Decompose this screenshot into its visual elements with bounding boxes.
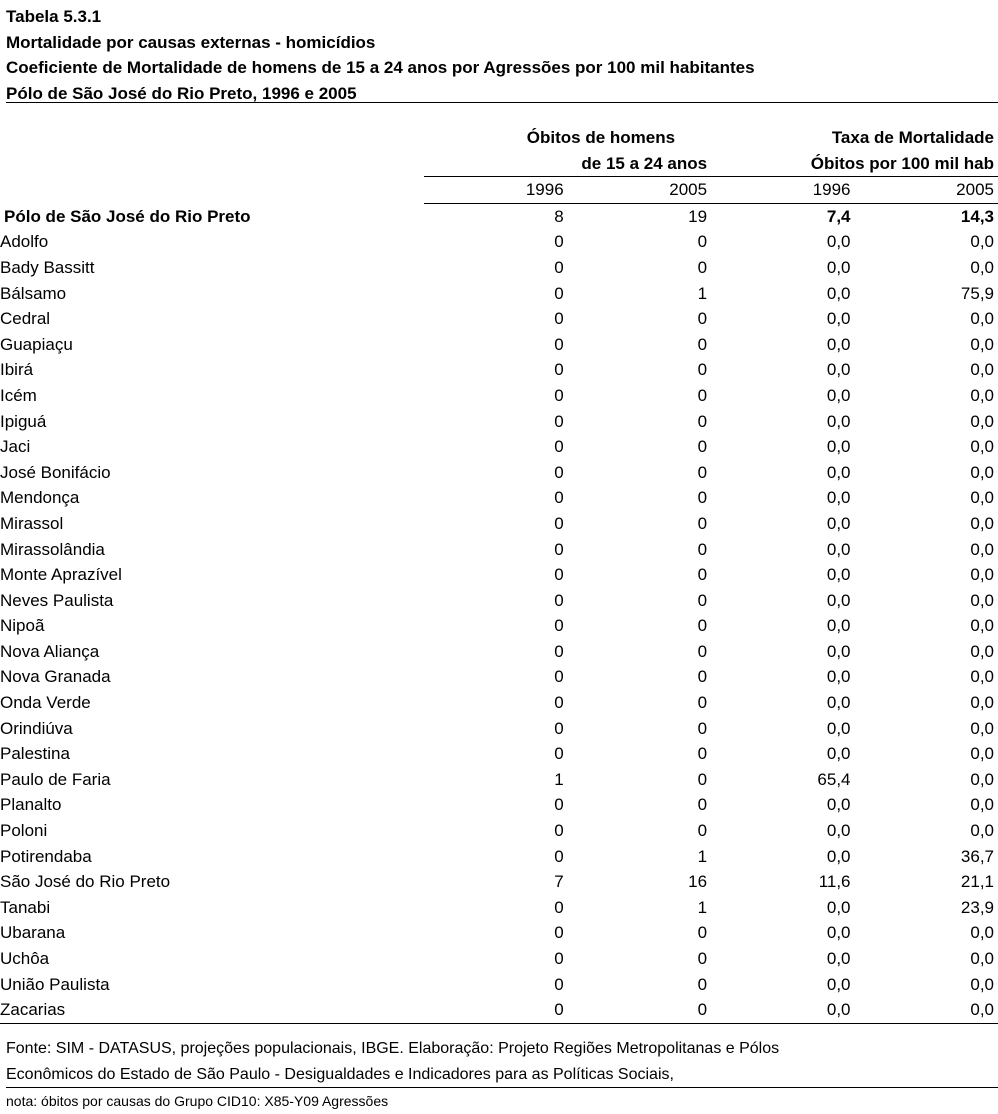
cell-obitos-1996: 0 [554,795,564,815]
cell-taxa-1996: 0,0 [826,437,851,457]
cell-taxa-2005: 23,9 [960,897,994,917]
cell-taxa-2005: 0,0 [970,309,994,329]
cell-taxa-1996: 0,0 [826,846,851,866]
table-row [0,613,998,639]
cell-taxa-2005: 0,0 [970,718,994,738]
cell-taxa-2005: 0,0 [970,923,994,943]
cell-taxa-2005: 0,0 [970,795,994,815]
cell-obitos-2005: 0 [697,488,708,508]
cell-taxa-1996: 0,0 [826,309,851,329]
cell-obitos-2005: 0 [697,821,708,841]
row-name: Onda Verde [0,693,91,713]
row-name: Tanabi [0,897,51,917]
cell-obitos-1996: 0 [554,283,564,303]
row-name: Neves Paulista [0,590,114,610]
table-row [0,511,998,537]
table-row [0,255,998,281]
footnote: nota: óbitos por causas do Grupo CID10: X85-Y09 Agressões [6,1093,389,1109]
cell-obitos-2005: 0 [697,334,708,354]
cell-obitos-1996: 0 [554,257,564,277]
year-obitos-2005: 2005 [568,177,711,204]
table-row [0,920,998,946]
cell-obitos-1996: 8 [554,206,564,226]
table-row [0,639,998,665]
cell-obitos-1996: 0 [424,997,567,1023]
cell-taxa-1996: 0,0 [826,590,851,610]
table-row [0,562,998,588]
table-region: Pólo de São José do Rio Preto, 1996 e 2005 [6,77,998,104]
row-name: Bálsamo [0,283,67,303]
cell-obitos-2005: 1 [697,283,708,303]
row-name: Ibirá [0,360,34,380]
cell-taxa-2005: 0,0 [970,360,994,380]
row-name: Pólo de São José do Rio Preto [4,206,251,226]
table-row [0,997,998,1023]
cell-obitos-2005: 0 [697,565,708,585]
cell-obitos-1996: 0 [554,411,564,431]
cell-taxa-2005: 0,0 [970,821,994,841]
cell-taxa-2005: 0,0 [970,769,994,789]
row-name: Guapiaçu [0,334,73,354]
cell-obitos-1996: 0 [554,334,564,354]
table-row [0,588,998,614]
row-name: Nova Aliança [0,641,100,661]
cell-obitos-1996: 0 [554,693,564,713]
table-row [0,767,998,793]
cell-taxa-2005: 0,0 [970,974,994,994]
cell-taxa-1996: 0,0 [826,974,851,994]
cell-taxa-1996: 0,0 [826,462,851,482]
cell-taxa-1996: 0,0 [826,565,851,585]
row-name: Cedral [0,309,51,329]
cell-taxa-2005: 36,7 [960,846,994,866]
cell-taxa-2005: 0,0 [970,437,994,457]
row-name: Icém [0,385,37,405]
cell-obitos-1996: 1 [554,769,564,789]
year-taxa-2005: 2005 [855,177,998,204]
table-row [0,485,998,511]
table-row [0,895,998,921]
cell-taxa-1996: 0,0 [826,795,851,815]
row-name: União Paulista [0,974,110,994]
cell-obitos-2005: 0 [697,769,708,789]
cell-taxa-2005: 0,0 [855,997,998,1023]
cell-obitos-2005: 0 [697,437,708,457]
cell-taxa-2005: 0,0 [970,334,994,354]
cell-taxa-2005: 0,0 [970,744,994,764]
cell-obitos-2005: 16 [688,872,708,892]
table-row [0,664,998,690]
table-row [0,869,998,895]
table-row [0,741,998,767]
cell-obitos-1996: 7 [554,872,564,892]
cell-taxa-1996: 0,0 [826,667,851,687]
row-name: Ubarana [0,923,66,943]
table-row [0,972,998,998]
cell-obitos-1996: 0 [554,309,564,329]
cell-obitos-1996: 0 [554,821,564,841]
row-name: Nipoã [0,616,45,636]
cell-obitos-1996: 0 [554,590,564,610]
table-row [0,690,998,716]
cell-obitos-1996: 0 [554,565,564,585]
row-name: Bady Bassitt [0,257,95,277]
cell-taxa-2005: 0,0 [970,539,994,559]
cell-obitos-1996: 0 [554,667,564,687]
cell-obitos-1996: 0 [554,616,564,636]
cell-taxa-2005: 0,0 [970,616,994,636]
table-row [0,332,998,358]
row-name: Adolfo [0,232,49,252]
source-line-2: Econômicos do Estado de São Paulo - Desigualdades e Indicadores para as Políticas Sociais, [6,1062,998,1089]
header-years-row [0,177,998,204]
cell-obitos-2005: 0 [697,232,708,252]
cell-taxa-2005: 0,0 [970,949,994,968]
cell-taxa-2005: 21,1 [960,872,994,892]
cell-taxa-2005: 0,0 [970,693,994,713]
cell-obitos-2005: 0 [697,974,708,994]
table-row [0,537,998,563]
cell-taxa-2005: 75,9 [960,283,994,303]
cell-obitos-1996: 0 [554,846,564,866]
cell-obitos-1996: 0 [554,513,564,533]
table-row [0,306,998,332]
row-name: Uchôa [0,949,50,968]
cell-obitos-1996: 0 [554,488,564,508]
header-taxa-line2: Óbitos por 100 mil hab [711,151,998,177]
cell-taxa-1996: 0,0 [826,718,851,738]
table-row [0,409,998,435]
cell-obitos-1996: 0 [554,232,564,252]
mortality-table [0,125,998,1024]
row-name: Orindiúva [0,718,73,738]
table-row [0,229,998,255]
cell-obitos-1996: 0 [554,897,564,917]
cell-taxa-2005: 0,0 [970,232,994,252]
cell-taxa-1996: 0,0 [826,232,851,252]
row-name: Paulo de Faria [0,769,111,789]
cell-taxa-2005: 0,0 [970,488,994,508]
table-row [0,460,998,486]
cell-obitos-1996: 0 [554,949,564,968]
cell-taxa-1996: 0,0 [826,923,851,943]
cell-taxa-1996: 7,4 [826,206,851,226]
table-row [0,792,998,818]
cell-taxa-1996: 0,0 [826,693,851,713]
cell-obitos-1996: 0 [554,462,564,482]
cell-obitos-2005: 1 [697,897,708,917]
cell-taxa-1996: 0,0 [711,997,854,1023]
cell-taxa-1996: 0,0 [826,488,851,508]
cell-obitos-2005: 0 [697,360,708,380]
cell-obitos-2005: 1 [697,846,708,866]
cell-taxa-2005: 0,0 [970,411,994,431]
cell-taxa-2005: 0,0 [970,513,994,533]
cell-taxa-1996: 0,0 [826,897,851,917]
cell-taxa-2005: 0,0 [970,641,994,661]
cell-taxa-2005: 0,0 [970,385,994,405]
cell-obitos-2005: 0 [697,616,708,636]
cell-taxa-1996: 0,0 [826,641,851,661]
cell-taxa-1996: 0,0 [826,616,851,636]
cell-taxa-1996: 0,0 [826,821,851,841]
cell-obitos-1996: 0 [554,437,564,457]
year-taxa-1996: 1996 [711,177,854,204]
header-row-1 [0,125,998,151]
row-name: Mirassolândia [0,539,105,559]
cell-taxa-2005: 0,0 [970,590,994,610]
cell-obitos-2005: 0 [697,795,708,815]
cell-taxa-1996: 0,0 [826,539,851,559]
header-taxa-line1: Taxa de Mortalidade [831,128,994,147]
cell-taxa-1996: 0,0 [826,949,851,968]
row-name: Zacarias [0,997,424,1023]
cell-obitos-2005: 0 [697,257,708,277]
cell-obitos-1996: 0 [554,974,564,994]
cell-obitos-2005: 0 [697,462,708,482]
cell-obitos-2005: 0 [697,309,708,329]
cell-obitos-2005: 0 [697,744,708,764]
cell-obitos-2005: 0 [697,949,708,968]
row-name: Ipiguá [0,411,47,431]
source-line-1: Fonte: SIM - DATASUS, projeções populacionais, IBGE. Elaboração: Projeto Regiões Metropolitanas e Pólos [6,1040,780,1057]
table-titles [6,0,998,103]
cell-taxa-2005: 14,3 [960,206,994,226]
cell-obitos-2005: 0 [697,411,708,431]
table-footer [6,1036,998,1112]
cell-obitos-2005: 0 [697,923,708,943]
cell-obitos-1996: 0 [554,360,564,380]
row-name: Poloni [0,821,48,841]
row-name: Mendonça [0,488,80,508]
row-name: Nova Granada [0,667,111,687]
cell-taxa-1996: 0,0 [826,334,851,354]
cell-obitos-2005: 0 [697,539,708,559]
cell-obitos-2005: 0 [568,997,711,1023]
cell-taxa-2005: 0,0 [970,257,994,277]
cell-taxa-1996: 0,0 [826,385,851,405]
cell-taxa-1996: 0,0 [826,744,851,764]
cell-obitos-2005: 0 [697,590,708,610]
row-name: Monte Aprazível [0,565,122,585]
row-name: São José do Rio Preto [0,872,171,892]
header-row-2 [0,151,998,177]
cell-taxa-1996: 0,0 [826,360,851,380]
cell-obitos-1996: 0 [554,641,564,661]
table-number: Tabela 5.3.1 [6,7,102,26]
cell-obitos-1996: 0 [554,385,564,405]
row-name: José Bonifácio [0,462,111,482]
cell-obitos-2005: 0 [697,667,708,687]
table-row [0,281,998,307]
total-row [0,203,998,229]
cell-obitos-1996: 0 [554,744,564,764]
header-obitos-line2: de 15 a 24 anos [424,151,711,177]
table-row [0,357,998,383]
cell-obitos-2005: 19 [688,206,708,226]
cell-obitos-1996: 0 [554,539,564,559]
cell-taxa-1996: 0,0 [826,513,851,533]
cell-obitos-2005: 0 [697,693,708,713]
table-row [0,434,998,460]
table-subject: Mortalidade por causas externas - homicídios [6,32,376,52]
row-name: Mirassol [0,513,64,533]
cell-obitos-2005: 0 [697,385,708,405]
table-row [0,844,998,870]
row-name: Jaci [0,437,31,457]
cell-obitos-2005: 0 [697,718,708,738]
cell-taxa-1996: 65,4 [817,769,851,789]
cell-obitos-1996: 0 [554,923,564,943]
table-row [0,818,998,844]
row-name: Potirendaba [0,846,92,866]
cell-taxa-2005: 0,0 [970,462,994,482]
cell-taxa-1996: 11,6 [818,872,851,892]
row-name: Palestina [0,744,70,764]
row-name: Planalto [0,795,62,815]
cell-taxa-2005: 0,0 [970,667,994,687]
header-obitos-line1: Óbitos de homens [526,128,676,147]
table-row [0,946,998,972]
table-description: Coeficiente de Mortalidade de homens de 15 a 24 anos por Agressões por 100 mil habitantes [6,58,755,78]
table-row [0,383,998,409]
year-obitos-1996: 1996 [424,177,567,204]
table-row [0,716,998,742]
cell-obitos-1996: 0 [554,718,564,738]
cell-obitos-2005: 0 [697,513,708,533]
cell-taxa-2005: 0,0 [970,565,994,585]
cell-taxa-1996: 0,0 [826,257,851,277]
cell-taxa-1996: 0,0 [826,411,851,431]
cell-taxa-1996: 0,0 [826,283,851,303]
cell-obitos-2005: 0 [697,641,708,661]
